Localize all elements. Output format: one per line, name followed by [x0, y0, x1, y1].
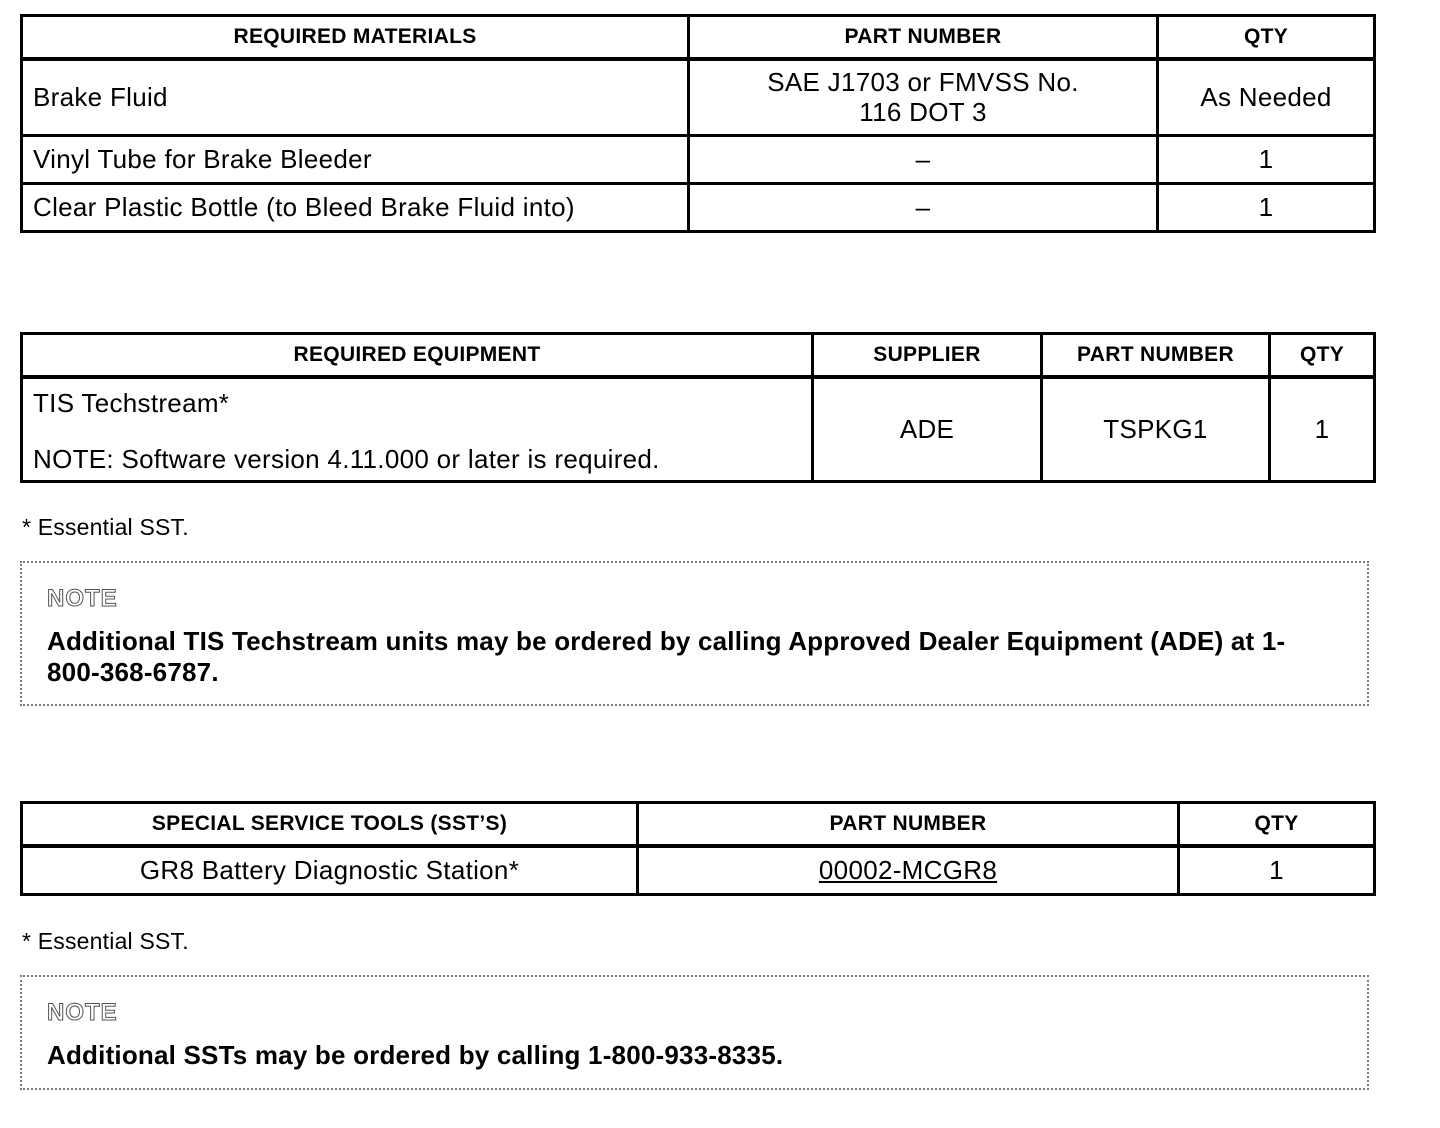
table-row [22, 59, 1375, 135]
table-row [22, 135, 1375, 183]
material-name: Brake Fluid [22, 59, 689, 135]
equipment-note: NOTE: Software version 4.11.000 or later is required. [33, 444, 660, 474]
column-header-qty: QTY [1158, 16, 1375, 60]
note-label: NOTE [47, 585, 118, 612]
sst-qty: 1 [1179, 846, 1375, 894]
material-part-number [689, 59, 1158, 135]
table-header-row [22, 16, 1375, 60]
table-header-row [22, 803, 1375, 847]
part-number-line: 116 DOT 3 [859, 97, 987, 128]
special-service-tools-table [20, 801, 1376, 896]
material-part-number: – [689, 183, 1158, 231]
material-qty: 1 [1158, 135, 1375, 183]
column-header-qty: QTY [1270, 334, 1375, 378]
equipment-part-number: TSPKG1 [1042, 377, 1270, 481]
part-number-line: SAE J1703 or FMVSS No. [767, 67, 1079, 98]
column-header-required-materials: REQUIRED MATERIALS [22, 16, 689, 60]
table-row [22, 183, 1375, 231]
material-name: Clear Plastic Bottle (to Bleed Brake Fluid into) [22, 183, 689, 231]
note-text: Additional TIS Techstream units may be ordered by calling Approved Dealer Equipment (ADE) at 1-800-368-6787. [47, 626, 1286, 687]
note-box [20, 975, 1369, 1090]
table-row [22, 846, 1375, 894]
essential-sst-footnote: * Essential SST. [22, 928, 189, 954]
equipment-name: TIS Techstream* [33, 388, 230, 418]
required-equipment-table [20, 332, 1376, 483]
material-part-number: – [689, 135, 1158, 183]
equipment-name-cell [22, 377, 813, 481]
column-header-part-number: PART NUMBER [1042, 334, 1270, 378]
sst-part-number-link[interactable]: 00002-MCGR8 [818, 854, 998, 885]
table-row [22, 377, 1375, 481]
column-header-part-number: PART NUMBER [638, 803, 1179, 847]
table-header-row [22, 334, 1375, 378]
note-label: NOTE [47, 999, 118, 1026]
note-text: Additional SSTs may be ordered by calling 1-800-933-8335. [47, 1040, 784, 1070]
material-qty: As Needed [1158, 59, 1375, 135]
column-header-supplier: SUPPLIER [813, 334, 1042, 378]
essential-sst-footnote: * Essential SST. [22, 514, 189, 540]
required-materials-table [20, 14, 1376, 233]
equipment-supplier: ADE [813, 377, 1042, 481]
equipment-qty: 1 [1270, 377, 1375, 481]
sst-part-number-cell [638, 846, 1179, 894]
material-name: Vinyl Tube for Brake Bleeder [22, 135, 689, 183]
column-header-required-equipment: REQUIRED EQUIPMENT [22, 334, 813, 378]
column-header-special-service-tools: SPECIAL SERVICE TOOLS (SST’S) [22, 803, 638, 847]
column-header-qty: QTY [1179, 803, 1375, 847]
column-header-part-number: PART NUMBER [689, 16, 1158, 60]
sst-name: GR8 Battery Diagnostic Station* [22, 846, 638, 894]
note-box [20, 561, 1369, 706]
material-qty: 1 [1158, 183, 1375, 231]
